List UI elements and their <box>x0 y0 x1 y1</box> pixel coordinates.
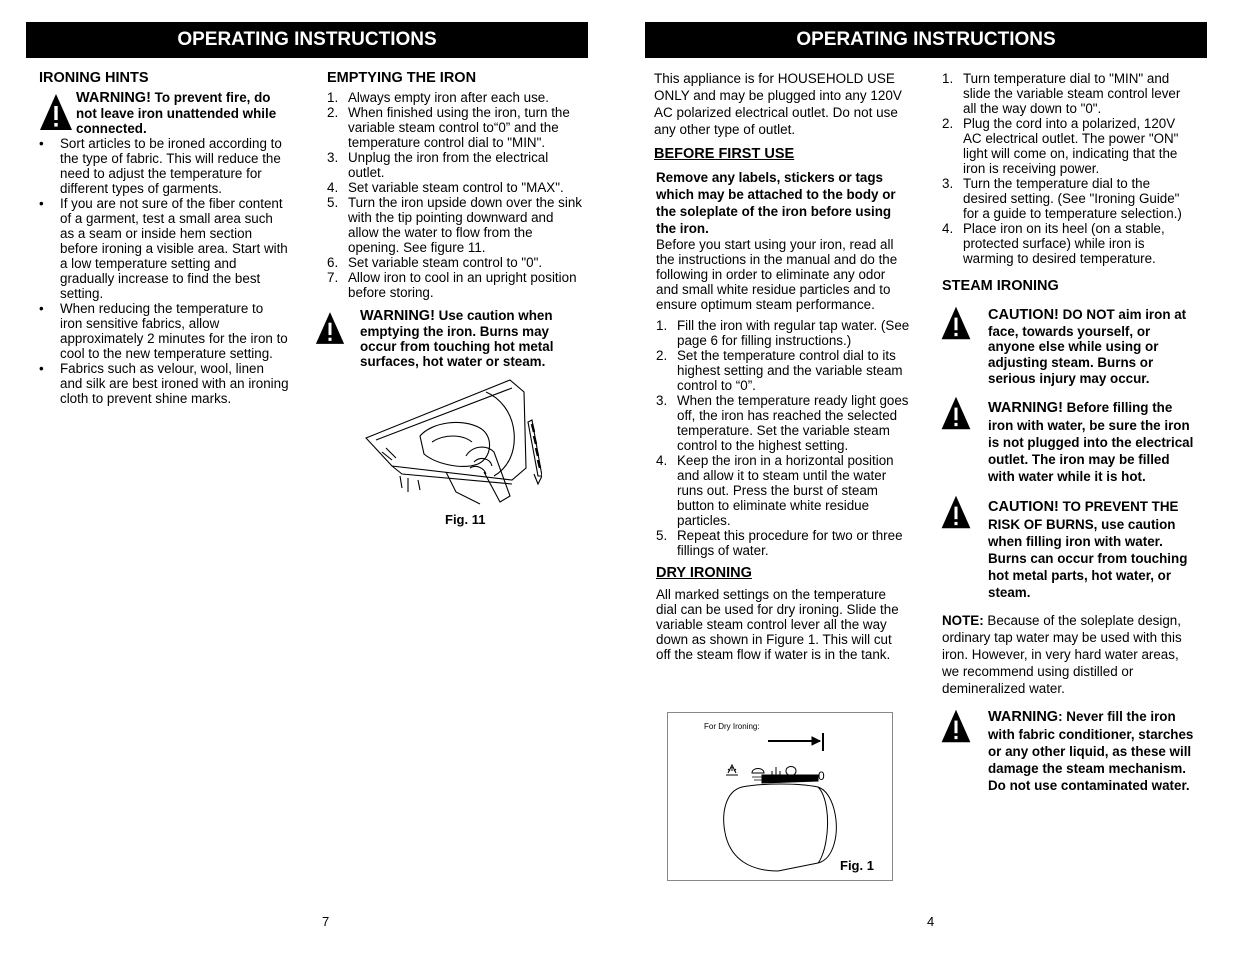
caution-text: TO PREVENT THE RISK OF BURNS, use caution when filling iron with water. Burns can occur from touching hot metal parts, hot water, or steam. <box>988 498 1188 600</box>
steam-caution-1 <box>942 307 1196 387</box>
figure-1-box <box>667 712 893 881</box>
list-item: 2. Plug the cord into a polarized, 120V AC electrical outlet. The power "ON" light will come on, indicating that the iron is receiving power. <box>942 116 1179 176</box>
steam-ironing-heading: STEAM IRONING <box>942 278 1059 294</box>
emptying-section <box>327 71 585 369</box>
list-item: 7. Allow iron to cool in an upright position before storing. <box>327 270 577 300</box>
note-paragraph <box>942 612 1196 697</box>
warning-triangle-icon <box>936 305 976 341</box>
right-column-b <box>942 71 1196 794</box>
list-item: 4. Keep the iron in a horizontal position and allow it to steam until the water runs out. Press the burst of steam button to eliminate white residue particles. <box>656 453 894 528</box>
before-first-use-steps <box>656 318 910 558</box>
list-item: 3. Unplug the iron from the electrical outlet. <box>327 150 549 180</box>
dry-ironing-lever-illustration <box>668 713 892 880</box>
ironing-hints-warning <box>39 90 289 136</box>
warning-label: WARNING <box>988 708 1059 725</box>
list-item: 2. When finished using the iron, turn the variable steam control to“0” and the temperature control dial to "MIN". <box>327 105 570 150</box>
figure-1-caption: Fig. 1 <box>840 858 874 873</box>
iron-emptying-illustration <box>362 372 542 510</box>
warning-text: Use caution when emptying the iron. Burns may occur from touching hot metal surfaces, hot water or steam. <box>360 308 554 369</box>
warning-text: : Never fill the iron with fabric conditioner, starches or any other liquid, as these will damage the steam mechanism. Do not use contaminated water. <box>988 708 1194 793</box>
warning-label: WARNING! <box>360 308 435 324</box>
list-item: 2. Set the temperature control dial to its highest setting and the variable steam control to “0”. <box>656 348 903 393</box>
list-item: • Fabrics such as velour, wool, linen and silk are best ironed with an ironing cloth to prevent shine marks. <box>39 361 289 406</box>
right-page-banner: OPERATING INSTRUCTIONS <box>645 22 1207 58</box>
emptying-warning <box>327 308 585 369</box>
warning-triangle-icon <box>315 309 345 347</box>
steam-caution-2 <box>942 498 1196 601</box>
warning-label: WARNING! <box>988 399 1063 416</box>
list-item: • If you are not sure of the fiber content of a garment, test a small area such as a seam or inside hem section before ironing a visible area. Start with a low temperature setting and gradually increase to find the best setting. <box>39 196 288 301</box>
list-item: 3. When the temperature ready light goes off, the iron has reached the selected temperature. Set the variable steam control to the highest setting. <box>656 393 909 453</box>
list-item: 4. Set variable steam control to "MAX". <box>327 180 564 195</box>
figure-1-label: For Dry Ironing: <box>704 722 760 731</box>
steam-warning-1 <box>942 399 1196 485</box>
warning-triangle-icon <box>936 708 976 744</box>
warning-triangle-icon <box>936 494 976 530</box>
list-item: 1. Fill the iron with regular tap water. (See page 6 for filling instructions.) <box>656 318 910 348</box>
emptying-steps <box>327 90 585 300</box>
list-item: 4. Place iron on its heel (on a stable, protected surface) while iron is warming to desired temperature. <box>942 221 1165 266</box>
ironing-hints-section <box>39 71 289 406</box>
warning-text: Before filling the iron with water, be sure the iron is not plugged into the electrical outlet. The iron may be filled with water while it is hot. <box>988 399 1194 484</box>
list-item: 6. Set variable steam control to "0". <box>327 255 543 270</box>
list-item: 5. Turn the iron upside down over the sink with the tip pointing downward and allow the water to flow from the opening. See figure 11. <box>327 195 582 255</box>
warning-text: To prevent fire, do not leave iron unattended while connected. <box>76 90 277 136</box>
note-text: Because of the soleplate design, ordinary tap water may be used with this iron. However, in very hard water areas, we recommend using distilled or demineralized water. <box>942 612 1182 696</box>
intro-paragraph: This appliance is for HOUSEHOLD USE ONLY and may be plugged into any 120V AC polarized electrical outlet. Do not use any other type of outlet. <box>654 71 902 137</box>
before-first-use-bold: Remove any labels, stickers or tags which may be attached to the body or the soleplate of the iron before using the iron. <box>656 170 896 236</box>
right-page-number: 4 <box>927 914 935 929</box>
caution-text: DO NOT aim iron at face, towards yourself, or anyone else while using or adjusting steam. Burns or serious injury may occur. <box>988 307 1187 386</box>
caution-label: CAUTION! <box>988 307 1059 323</box>
list-item: 5. Repeat this procedure for two or three fillings of water. <box>656 528 903 558</box>
note-label: NOTE: <box>942 612 984 628</box>
steam-warning-2 <box>942 708 1196 794</box>
list-item: • When reducing the temperature to iron sensitive fabrics, allow approximately 2 minutes for the iron to cool to the new temperature setting. <box>39 301 288 361</box>
dry-ironing-heading: DRY IRONING <box>656 565 752 581</box>
list-item: • Sort articles to be ironed according to the type of fabric. This will reduce the need to adjust the temperature for different types of garments. <box>39 136 282 196</box>
caution-label: CAUTION! <box>988 498 1059 515</box>
warning-label: WARNING! <box>76 90 151 106</box>
figure-1-zero: 0 <box>818 769 825 783</box>
dry-ironing-text: All marked settings on the temperature dial can be used for dry ironing. Slide the variable steam control lever all the way down as shown in Figure 1. This will cut off the steam flow if water is in the tank. <box>656 587 899 662</box>
ironing-hints-list <box>39 136 289 406</box>
list-item: 1. Always empty iron after each use. <box>327 90 549 105</box>
warning-triangle-icon <box>936 395 976 431</box>
ironing-hints-heading: IRONING HINTS <box>39 70 149 86</box>
temperature-steps <box>942 71 1196 266</box>
right-column-a <box>654 70 910 662</box>
warning-triangle-icon <box>39 92 73 132</box>
list-item: 3. Turn the temperature dial to the desired setting. (See "Ironing Guide" for a guide to temperature selection.) <box>942 176 1182 221</box>
before-first-use-text: Before you start using your iron, read all the instructions in the manual and do the following in order to eliminate any odor and small white residue particles and to ensure optimum steam performance. <box>656 237 898 312</box>
left-page-banner: OPERATING INSTRUCTIONS <box>26 22 588 58</box>
emptying-heading: EMPTYING THE IRON <box>327 70 477 86</box>
figure-11-caption: Fig. 11 <box>445 512 486 527</box>
list-item: 1. Turn temperature dial to "MIN" and slide the variable steam control lever all the way down to "0". <box>942 71 1181 116</box>
left-page-number: 7 <box>322 914 330 929</box>
before-first-use-heading: BEFORE FIRST USE <box>654 146 795 162</box>
